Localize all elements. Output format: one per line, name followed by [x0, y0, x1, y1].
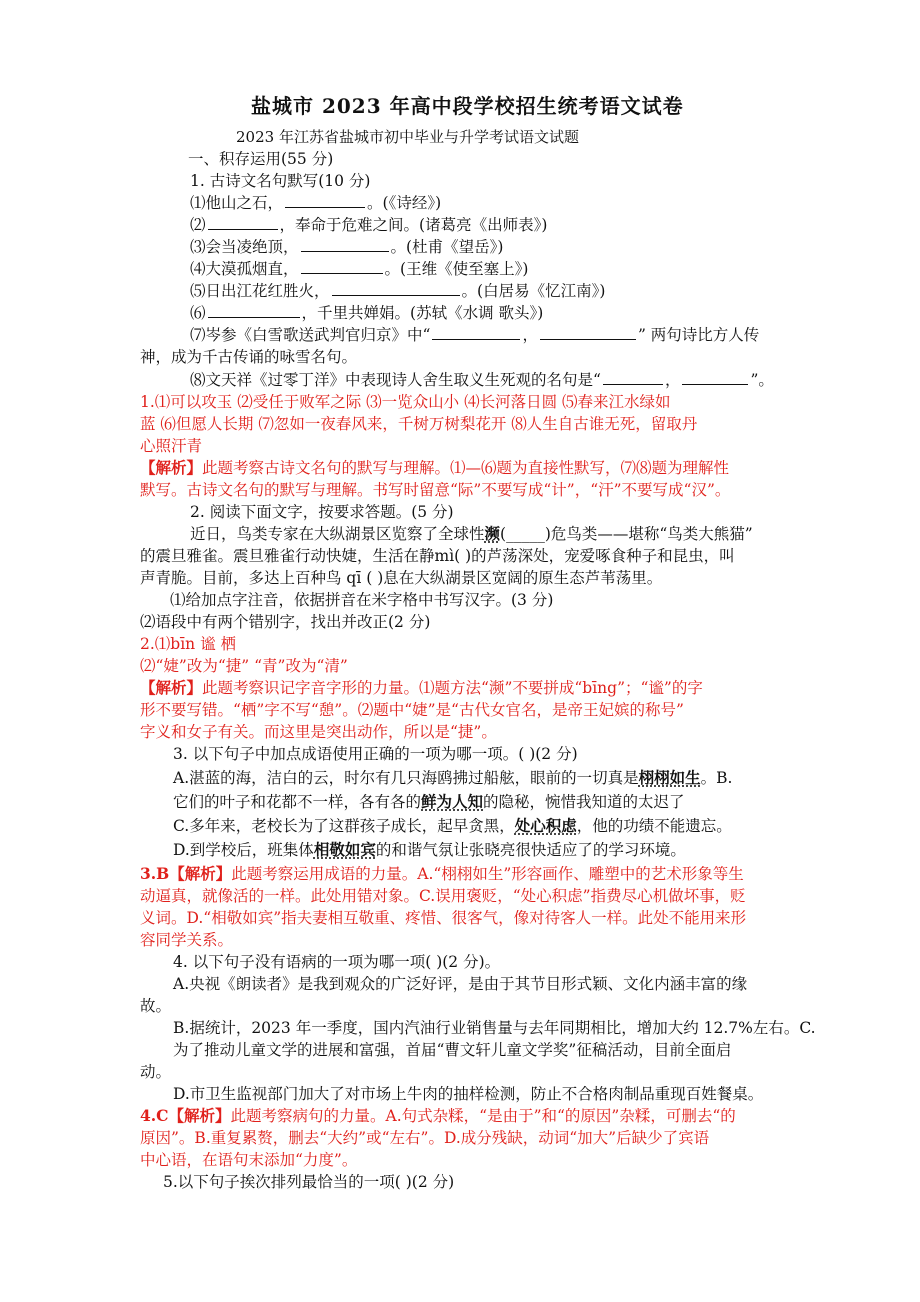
q4-option-d: D.市卫生监视部门加大了对市场上牛肉的抽样检测，防止不合格肉制品重现百姓餐桌。	[173, 1085, 764, 1103]
q4-heading: 4. 以下句子没有语病的一项为哪一项( )(2 分)。	[173, 953, 501, 971]
q2-subquestion-1: ⑴给加点字注音，依据拼音在米字格中书写汉字。(3 分)	[170, 591, 554, 609]
q2-passage-2: 的震旦雅雀。震旦雅雀行动快婕，生活在静mì( )的芦荡深处，宠爱啄食种子和昆虫，叫	[140, 547, 735, 565]
q1-line-5: ⑸日出江花红胜火， 。(白居易《忆江南》)	[190, 282, 606, 300]
q2-passage-3: 声青脆。目前，多达上百种鸟 qī ( )息在大纵湖景区宽阔的原生态芦苇荡里。	[140, 569, 663, 587]
q3-heading: 3. 以下句子中加点成语使用正确的一项为哪一项。( )(2 分)	[173, 745, 578, 763]
q4-explanation-2: 原因”。B.重复累赘，删去“大约”或“左右”。D.成分残缺，动词“加大”后缺少了宾语	[140, 1129, 710, 1147]
q1-explanation-1: 【解析】此题考察古诗文名句的默写与理解。⑴—⑹题为直接性默写，⑺⑻题为理解性	[140, 458, 730, 477]
q1-line-6: ⑹ ，千里共婵娟。(苏轼《水调 歌头》)	[190, 304, 544, 322]
q1-answer-1: 1.⑴可以攻玉 ⑵受任于败军之际 ⑶一览众山小 ⑷长河落日圆 ⑸春来江水绿如	[140, 393, 671, 411]
q1-line-8: ⑻文天祥《过零丁洋》中表现诗人舍生取义生死观的名句是“ ， ”。	[190, 371, 774, 389]
q1-line-7-cont: 神，成为千古传诵的咏雪名句。	[140, 348, 358, 366]
q4-explanation-1: 4.C【解析】此题考察病句的力量。A.句式杂糅，“是由于”和“的原因”杂糅，可删去“的	[140, 1106, 736, 1125]
q4-option-b-1: B.据统计，2023 年一季度，国内汽油行业销售量与去年同期相比，增加大约 12.7%左右。C.	[173, 1019, 816, 1037]
q1-explanation-2: 默写。古诗文名句的默写与理解。书写时留意“际”不要写成“计”，“汗”不要写成“汉”。	[140, 481, 731, 499]
q2-passage-1: 近日，鸟类专家在大纵湖景区览察了全球性濒(_____)危鸟类——堪称“鸟类大熊猫”	[190, 524, 753, 543]
q1-heading: 1. 古诗文名句默写(10 分)	[190, 172, 371, 190]
q4-option-a-1: A.央视《朗读者》是我到观众的广泛好评，是由于其节目形式颖、文化内涵丰富的缘	[173, 975, 748, 993]
q1-line-7: ⑺岑参《白雪歌送武判官归京》中“ ， ” 两句诗比方人传	[190, 326, 760, 344]
section-heading: 一、积存运用(55 分)	[188, 150, 334, 168]
q4-option-b-2: 为了推动儿童文学的进展和富强，首届“曹文轩儿童文学奖”征稿活动，目前全面启	[173, 1041, 732, 1059]
q2-answer-2: ⑵“婕”改为“捷” “青”改为“清”	[140, 657, 348, 675]
q1-line-4: ⑷大漠孤烟直， 。(王维《使至塞上》)	[190, 260, 529, 278]
q3-option-d: D.到学校后，班集体相敬如宾的和谐气氛让张晓亮很快适应了的学习环境。	[173, 840, 686, 859]
q2-explanation-1: 【解析】此题考察识记字音字形的力量。⑴题方法“濒”不要拼成“bīng”；“谧”的字	[140, 678, 703, 697]
q3-explanation-1: 3.B【解析】此题考察运用成语的力量。A.“栩栩如生”形容画作、雕塑中的艺术形象等生	[140, 864, 744, 883]
q4-option-a-2: 故。	[140, 997, 172, 1015]
q2-answer-1: 2.⑴bīn 谧 栖	[140, 635, 237, 653]
q3-option-a: A.湛蓝的海，洁白的云，时尔有几只海鸥拂过船舷，眼前的一切真是栩栩如生。B.	[173, 768, 733, 787]
q2-subquestion-2: ⑵语段中有两个错别字，找出并改正(2 分)	[140, 613, 431, 631]
q1-answer-3: 心照汗青	[140, 437, 203, 455]
q1-line-2: ⑵ ，奉命于危难之间。(诸葛亮《出师表》)	[190, 216, 548, 234]
q5-heading: 5.以下句子挨次排列最恰当的一项( )(2 分)	[163, 1173, 455, 1191]
page-title: 盐城市 2023 年高中段学校招生统考语文试卷	[251, 94, 684, 118]
q4-explanation-3: 中心语，在语句末添加“力度”。	[140, 1151, 358, 1169]
q1-line-1: ⑴他山之石， 。(《诗经》)	[190, 194, 442, 212]
q2-explanation-2: 形不要写错。“栖”字不写“憩”。⑵题中“婕”是“古代女官名，是帝王妃嫔的称号”	[140, 701, 684, 719]
q2-heading: 2. 阅读下面文字，按要求答题。(5 分)	[190, 503, 454, 521]
q3-explanation-2: 动逼真，就像活的一样。此处用错对象。C.误用褒贬，“处心积虑”指费尽心机做坏事，贬	[140, 887, 746, 905]
q1-line-3: ⑶会当凌绝顶， 。(杜甫《望岳》)	[190, 238, 504, 256]
q3-explanation-4: 容同学关系。	[140, 931, 234, 949]
q2-explanation-3: 字义和女子有关。而这里是突出动作，所以是“捷”。	[140, 723, 497, 741]
q1-answer-2: 蓝 ⑹但愿人长期 ⑺忽如一夜春风来，千树万树梨花开 ⑻人生自古谁无死，留取丹	[140, 415, 698, 433]
q4-option-b-3: 动。	[140, 1063, 172, 1081]
q3-explanation-3: 义词。D.“相敬如宾”指夫妻相互敬重、疼惜、很客气，像对待客人一样。此处不能用来形	[140, 909, 747, 927]
q3-option-c: C.多年来，老校长为了这群孩子成长，起早贪黑，处心积虑，他的功绩不能遗忘。	[173, 816, 732, 835]
page-subtitle: 2023 年江苏省盐城市初中毕业与升学考试语文试题	[236, 128, 579, 146]
q3-option-b: 它们的叶子和花都不一样，各有各的鲜为人知的隐秘，惋惜我知道的太迟了	[173, 792, 685, 811]
